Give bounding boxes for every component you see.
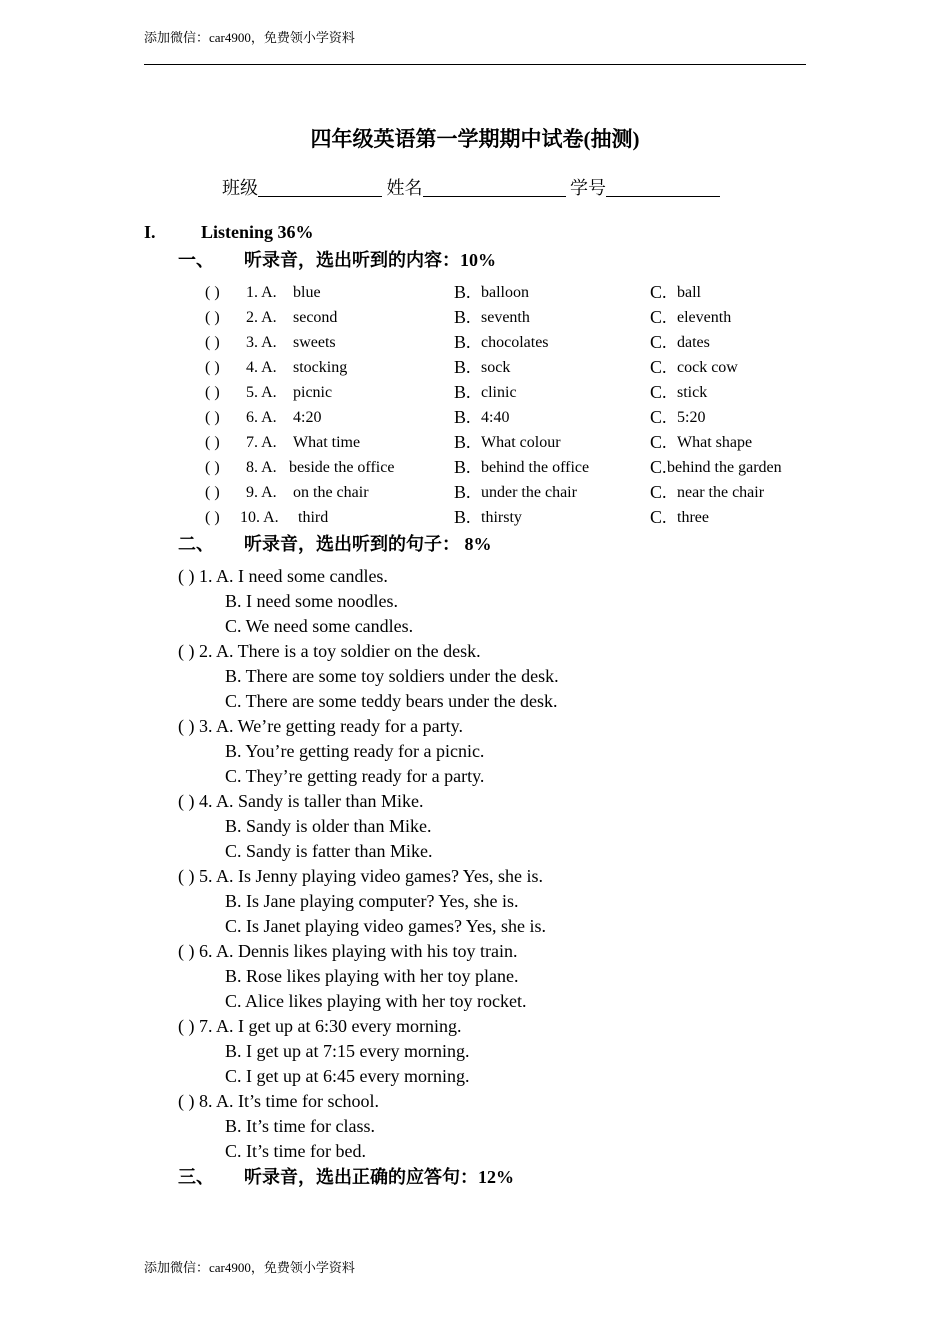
question-number: 8. A. (246, 459, 277, 476)
question-row (0, 334, 950, 359)
option-b-label: B. (454, 332, 471, 352)
answer-blank[interactable]: ( ) (205, 409, 220, 426)
option-b-label: B. (454, 282, 471, 302)
question-row (0, 434, 950, 459)
question-number: 5. A. (246, 384, 277, 401)
sentence-option-b: B. It’s time for class. (225, 1116, 375, 1136)
number-label: 学号 (570, 178, 606, 198)
answer-blank[interactable]: ( ) (205, 359, 220, 376)
question-row (0, 484, 950, 509)
question-number: 1. A. (246, 284, 277, 301)
sentence-option-b: B. Sandy is older than Mike. (225, 816, 432, 836)
question-number: 7. A. (246, 434, 277, 451)
option-a: What time (293, 434, 361, 451)
option-c-label: C. (650, 507, 667, 527)
option-b: chocolates (481, 334, 549, 351)
option-b: balloon (481, 284, 529, 301)
option-a: blue (293, 284, 321, 301)
answer-blank[interactable]: ( ) (205, 434, 220, 451)
option-b: clinic (481, 384, 517, 401)
option-b-label: B. (454, 407, 471, 427)
header-rule (144, 64, 806, 65)
option-b: behind the office (481, 459, 590, 476)
option-c: three (677, 509, 709, 526)
sentence-option-b: B. You’re getting ready for a picnic. (225, 741, 485, 761)
question-row (0, 359, 950, 384)
option-c-label: C. (650, 307, 667, 327)
question-row (0, 459, 950, 484)
part3-heading (178, 1163, 514, 1189)
option-c: stick (677, 384, 708, 401)
question-number: 4. A. (246, 359, 277, 376)
name-blank[interactable] (423, 178, 566, 197)
option-a: sweets (293, 334, 336, 351)
answer-blank[interactable]: ( ) (205, 384, 220, 401)
option-c-label: C. (650, 407, 667, 427)
option-c: eleventh (677, 309, 732, 326)
sentence-option-b: B. I need some noodles. (225, 591, 398, 611)
section-title: Listening 36% (201, 222, 314, 242)
part1-number: 一、 (178, 250, 214, 270)
option-a: 4:20 (293, 409, 322, 426)
option-c-label: C. (650, 332, 667, 352)
question-number: 2. A. (246, 309, 277, 326)
option-a: beside the office (289, 459, 395, 476)
footer-note: 添加微信：car4900，免费领小学资料 (144, 1260, 355, 1275)
page-title: 四年级英语第一学期期中试卷(抽测) (310, 127, 640, 151)
part2-heading (178, 530, 492, 556)
sentence-option-b: B. I get up at 7:15 every morning. (225, 1041, 470, 1061)
section-number: I. (144, 222, 156, 242)
sentence-question: ( ) 2. A. There is a toy soldier on the desk. (178, 641, 481, 661)
option-b: thirsty (481, 509, 522, 526)
answer-blank[interactable]: ( ) (205, 284, 220, 301)
sentence-question: ( ) 1. A. I need some candles. (178, 566, 388, 586)
option-c-label: C. (650, 482, 667, 502)
option-b-label: B. (454, 482, 471, 502)
question-number: 3. A. (246, 334, 277, 351)
question-row (0, 384, 950, 409)
sentence-option-c: C. I get up at 6:45 every morning. (225, 1066, 470, 1086)
sentence-question: ( ) 3. A. We’re getting ready for a party. (178, 716, 463, 736)
option-c: dates (677, 334, 710, 351)
option-c-label: C. (650, 457, 667, 477)
part3-number: 三、 (178, 1167, 214, 1187)
sentence-question: ( ) 8. A. It’s time for school. (178, 1091, 379, 1111)
question-number: 9. A. (246, 484, 277, 501)
option-b: What colour (481, 434, 561, 451)
sentence-option-b: B. Rose likes playing with her toy plane. (225, 966, 519, 986)
option-c: What shape (677, 434, 753, 451)
sentence-option-c: C. Alice likes playing with her toy rocket. (225, 991, 527, 1011)
header-note: 添加微信：car4900，免费领小学资料 (144, 30, 355, 45)
class-blank[interactable] (258, 178, 382, 197)
class-label: 班级 (222, 178, 258, 198)
option-b-label: B. (454, 432, 471, 452)
option-b: seventh (481, 309, 530, 326)
option-c: ball (677, 284, 701, 301)
sentence-question: ( ) 5. A. Is Jenny playing video games? Yes, she is. (178, 866, 543, 886)
question-number: 10. A. (240, 509, 279, 526)
option-b: under the chair (481, 484, 577, 501)
question-row (0, 409, 950, 434)
sentence-question: ( ) 4. A. Sandy is taller than Mike. (178, 791, 424, 811)
option-a: second (293, 309, 338, 326)
option-c-label: C. (650, 432, 667, 452)
part1-title: 听录音，选出听到的内容：10% (244, 250, 496, 270)
sentence-option-c: C. Sandy is fatter than Mike. (225, 841, 433, 861)
option-b: sock (481, 359, 511, 376)
number-blank[interactable] (606, 178, 720, 197)
option-c: cock cow (677, 359, 738, 376)
sentence-option-c: C. They’re getting ready for a party. (225, 766, 485, 786)
question-row (0, 309, 950, 334)
name-label: 姓名 (386, 178, 423, 198)
part3-title: 听录音，选出正确的应答句：12% (244, 1167, 514, 1187)
sentence-option-b: B. Is Jane playing computer? Yes, she is. (225, 891, 519, 911)
answer-blank[interactable]: ( ) (205, 334, 220, 351)
sentence-option-c: C. There are some teddy bears under the desk. (225, 691, 558, 711)
option-c: 5:20 (677, 409, 706, 426)
part1-heading (178, 246, 496, 272)
question-number: 6. A. (246, 409, 277, 426)
option-c: behind the garden (667, 459, 782, 476)
option-c-label: C. (650, 382, 667, 402)
answer-blank[interactable]: ( ) (205, 484, 220, 501)
option-b-label: B. (454, 507, 471, 527)
option-c-label: C. (650, 282, 667, 302)
answer-blank[interactable]: ( ) (205, 459, 220, 476)
part2-number: 二、 (178, 534, 214, 554)
answer-blank[interactable]: ( ) (205, 509, 220, 526)
answer-blank[interactable]: ( ) (205, 309, 220, 326)
option-b: 4:40 (481, 409, 510, 426)
option-b-label: B. (454, 457, 471, 477)
option-b-label: B. (454, 357, 471, 377)
sentence-option-c: C. Is Janet playing video games? Yes, she is. (225, 916, 546, 936)
sentence-option-c: C. We need some candles. (225, 616, 414, 636)
sentence-question: ( ) 7. A. I get up at 6:30 every morning. (178, 1016, 462, 1036)
sentence-question: ( ) 6. A. Dennis likes playing with his toy train. (178, 941, 518, 961)
part2-title: 听录音，选出听到的句子： 8% (244, 534, 492, 554)
sentence-option-c: C. It’s time for bed. (225, 1141, 366, 1161)
question-row (0, 284, 950, 309)
student-info-line (222, 174, 720, 200)
option-a: stocking (293, 359, 348, 376)
option-c-label: C. (650, 357, 667, 377)
option-a: third (298, 509, 329, 526)
option-b-label: B. (454, 307, 471, 327)
option-b-label: B. (454, 382, 471, 402)
sentence-option-b: B. There are some toy soldiers under the desk. (225, 666, 559, 686)
option-a: picnic (293, 384, 333, 401)
option-c: near the chair (677, 484, 765, 501)
option-a: on the chair (293, 484, 369, 501)
